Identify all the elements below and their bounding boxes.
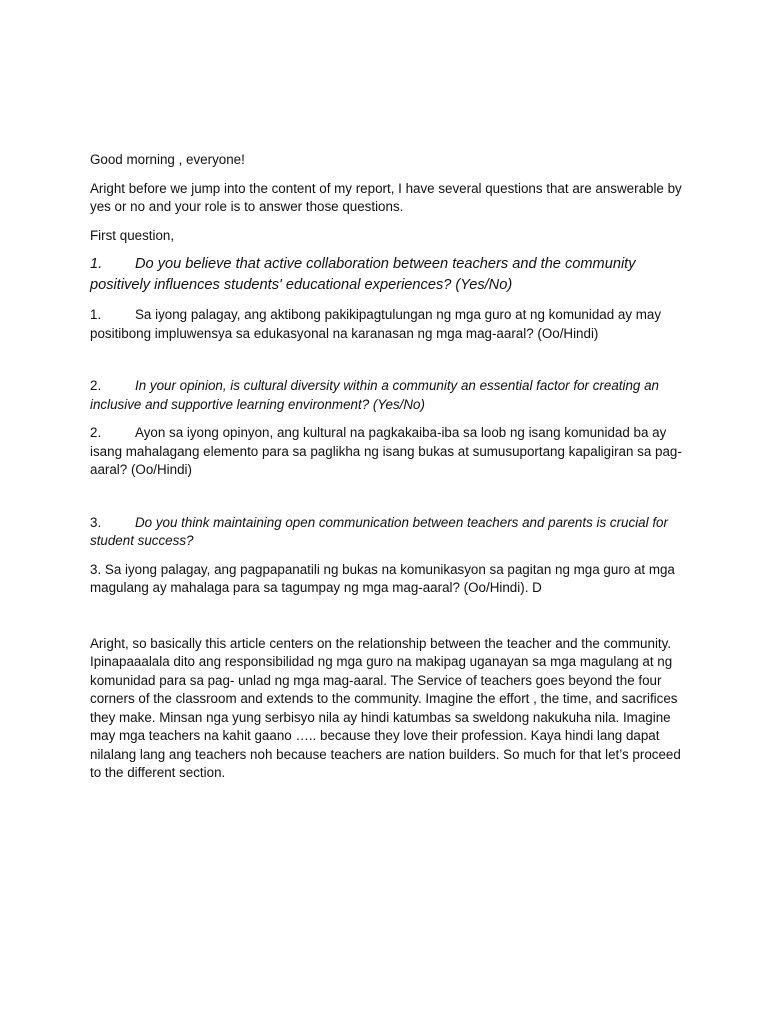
question-3-text: Do you think maintaining open communication between teachers and parents is crucial for student success?	[90, 514, 668, 548]
question-1-english	[90, 254, 690, 296]
question-2-filipino-text: Ayon sa iyong opinyon, ang kultural na pagkakaiba-iba sa loob ng isang komunidad ba ay isang mahalagang elemento para sa paglikha ng isang bukas at sumusuportang kapaligiran sa pag-aaral? (Oo/Hindi)	[90, 425, 682, 477]
question-1-filipino	[90, 306, 690, 343]
question-2-number: 2.	[90, 378, 102, 393]
greeting: Good morning , everyone!	[90, 152, 245, 167]
intro-paragraph: Aright before we jump into the content of my report, I have several questions that are answerable by yes or no and your role is to answer those questions.	[90, 180, 682, 214]
document-page	[90, 151, 690, 783]
question-2-filipino-number: 2.	[90, 425, 102, 440]
question-2-text: In your opinion, is cultural diversity within a community an essential factor for creating an inclusive and supportive learning environment? (Yes/No)	[90, 378, 659, 412]
closing-paragraph: Aright, so basically this article centers on the relationship between the teacher and the community. Ipinapaaalala dito ang responsibilidad ng mga guro na makipag uganayan sa mga magulang at ng komunidad para sa pag- unlad ng mga mag-aaral. The Service of teachers goes beyond the four corners of the classroom and extends to the community. Imagine the effort , the time, and sacrifices they make. Minsan nga yung serbisyo nila ay hindi katumbas sa sweldong nakukuha nila. Imagine may mga teachers na kahit gaano ….. because they love their profession. Kaya hindi lang dapat nilalang lang ang teachers noh because teachers are nation builders. So much for that let’s proceed to the different section.	[90, 635, 681, 780]
question-2-english	[90, 377, 690, 414]
question-2-filipino	[90, 424, 690, 480]
question-3-english	[90, 514, 690, 551]
question-1-filipino-number: 1.	[90, 307, 102, 322]
question-1-filipino-text: Sa iyong palagay, ang aktibong pakikipagtulungan ng mga guro at ng komunidad ay may positibong impluwensya sa edukasyonal na karanasan ng mga mag-aaral? (Oo/Hindi)	[90, 307, 662, 341]
question-3-filipino: 3. Sa iyong palagay, ang pagpapanatili ng bukas na komunikasyon sa pagitan ng mga guro at mga magulang ay mahalaga para sa tagumpay ng mga mag-aaral? (Oo/Hindi). D	[90, 561, 675, 595]
question-3-number: 3.	[90, 514, 102, 530]
first-question-label: First question,	[90, 227, 175, 243]
question-1-number: 1.	[90, 256, 103, 272]
question-1-text: Do you believe that active collaboration between teachers and the community positively influences students' educational experiences? (Yes/No)	[90, 256, 636, 293]
